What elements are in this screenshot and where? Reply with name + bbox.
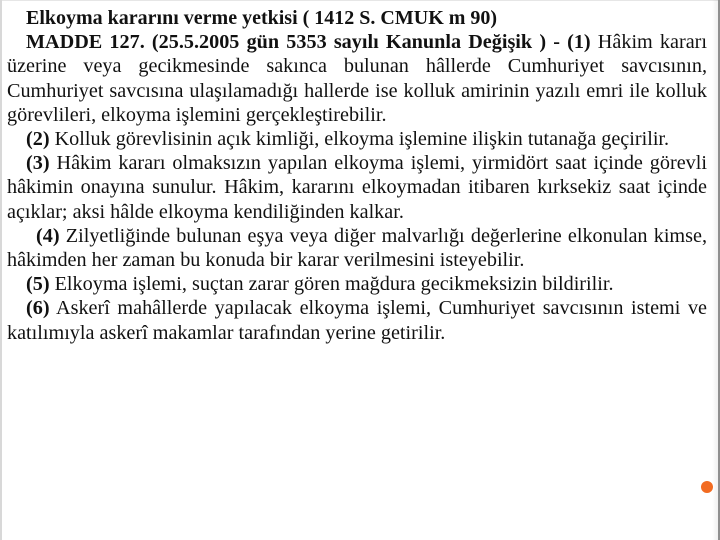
paragraph-text: Hâkim kararı olmaksızın yapılan elkoyma işlemi, yirmidört saat içinde görevli hâkimin onayına sunulur. Hâkim, kararını elkoymadan itibaren kırksekiz saat içinde açıklar; aksi hâlde elkoyma kendiliğinden kalkar. [7,152,707,223]
paragraph-number: (2) [26,128,50,151]
paragraph-text: Kolluk görevlisinin açık kimliği, elkoyma işlemine ilişkin tutanağa geçirilir. [49,128,670,151]
article-paragraph-6 [7,296,707,344]
document-body [7,6,707,345]
article-paragraph-1 [7,30,707,127]
paragraph-text: Elkoyma işlemi, suçtan zarar gören mağdura gecikmeksizin bildirilir. [49,273,614,296]
section-heading: Elkoyma kararını verme yetkisi ( 1412 S. CMUK m 90) [26,7,498,29]
paragraph-number: (4) [36,224,60,247]
article-paragraph-5 [7,272,707,296]
paragraph-number: (6) [26,297,50,320]
frame-shadow [712,0,720,540]
article-paragraph-2 [7,127,707,151]
frame-top-edge [2,0,718,1]
article-number: MADDE 127. (25.5.2005 gün 5353 sayılı Kanunla Değişik ) - (1) [26,31,591,54]
paragraph-text: Zilyetliğinde bulunan eşya veya diğer malvarlığı değerlerine elkonulan kimse, hâkimden her zaman bu konuda bir karar verilmesini isteyebilir. [7,224,707,272]
paragraph-number: (5) [26,273,50,296]
paragraph-number: (3) [26,152,50,175]
article-text: Hâkim kararı üzerine veya gecikmesinde sakınca bulunan hâllerde Cumhuriyet savcısının, Cumhuriyet savcısına ulaşılamadığı hallerde ise kolluk amirinin yazılı emri ile kolluk görevlileri, elkoyma işlemini gerçekleştirebilir. [7,31,707,126]
article-paragraph-3 [7,151,707,224]
paragraph-text: Askerî mahâllerde yapılacak elkoyma işlemi, Cumhuriyet savcısının istemi ve katılımıyla askerî makamlar tarafından yerine getirilir. [7,297,707,344]
article-paragraph-4 [7,224,707,272]
orange-bullet-icon [701,481,713,493]
